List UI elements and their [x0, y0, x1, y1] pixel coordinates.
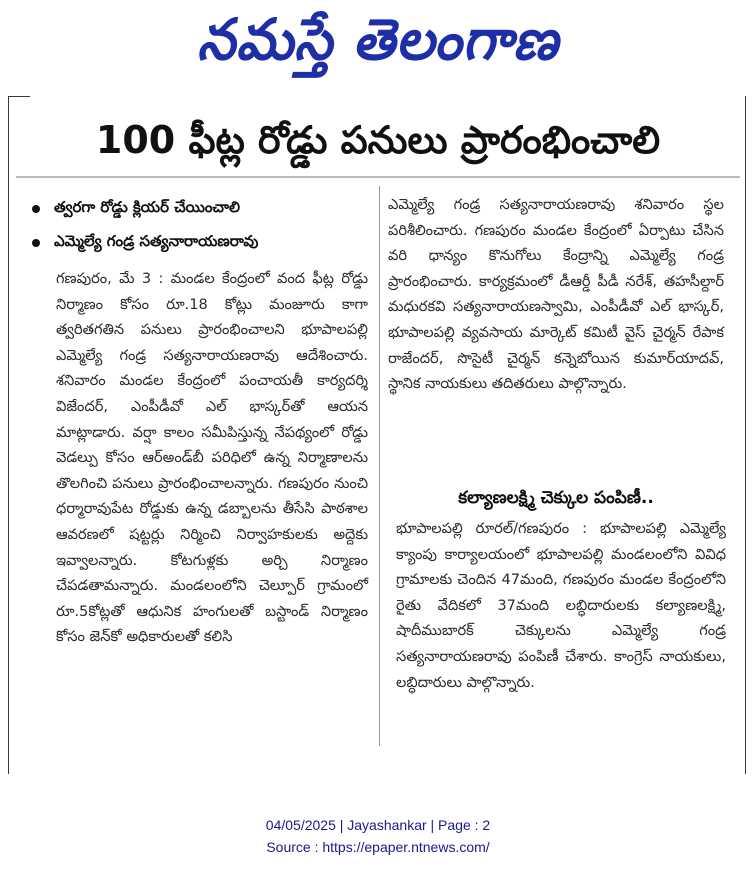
clipping-corner-line	[8, 96, 30, 97]
article-right-column-top	[388, 192, 724, 397]
headline-divider	[16, 176, 740, 178]
bullet-text: త్వరగా రోడ్డు క్లియర్ చేయించాలి	[54, 198, 241, 216]
article-headline: 100 ఫీట్ల రోడ్డు పనులు ప్రారంభించాలి	[95, 118, 661, 162]
bullet-dot-icon	[32, 205, 40, 213]
article-right-column-bottom	[396, 516, 726, 695]
left-column-text: గణపురం, మే 3 : మండల కేంద్రంలో వంద ఫీట్ల రోడ్డు నిర్మాణం కోసం రూ.18 కోట్లు మంజూరు కాగా త్వరితగతిన పనులు ప్రారంభించాలని భూపాలపల్లి ఎమ్మెల్యే గండ్ర సత్యనారాయణరావు ఆదేశించారు. శనివారం మండల కేంద్రంలో పంచాయతీ కార్యదర్శి విజేందర్, ఎంపీడీవో ఎల్ భాస్కర్‌తో ఆయన మాట్లాడారు. వర్షా కాలం సమీపిస్తున్న నేపథ్యంలో రోడ్డు వెడల్పు కోసం ఆర్అండ్‌బీ పరిధిలో ఉన్న నిర్మాణాలను తొలగించి పనులు ప్రారంభించాలన్నారు. గణపురం నుంచి ధర్మారావుపేట రోడ్డుకు ఉన్న డబ్బాలను తీసేసి పాఠశాల ఆవరణలో షట్టర్లు నిర్మించి నిర్వాహకులకు అద్దెకు ఇవ్వాలన్నారు. కోటగుళ్లకు అర్చి నిర్మాణం చేపడతామన్నారు. మండలంలోని చెల్పూర్ గ్రామంలో రూ.5కోట్లతో ఆధునిక హంగులతో బస్టాండ్ నిర్మాణం కోసం జెన్‌కో అధికారులతో కలిసి	[56, 270, 368, 646]
footer-date-page: 04/05/2025 | Jayashankar | Page : 2	[265, 817, 491, 833]
highlight-bullets	[32, 192, 372, 260]
bullet-dot-icon	[32, 239, 40, 247]
bullet-item	[32, 192, 372, 226]
column-divider	[379, 186, 380, 746]
footer-source-link[interactable]: Source : https://epaper.ntnews.com/	[266, 839, 490, 855]
bullet-text: ఎమ్మెల్యే గండ్ర సత్యనారాయణరావు	[54, 232, 259, 250]
newspaper-masthead	[0, 0, 756, 80]
article-subheading: కల్యాణలక్ష్మి చెక్కుల పంపిణీ..	[458, 488, 654, 508]
bullet-item	[32, 226, 372, 260]
right-column-bottom-text: భూపాలపల్లి రూరల్/గణపురం : భూపాలపల్లి ఎమ్మెల్యే క్యాంపు కార్యాలయంలో భూపాలపల్లి మండలంలోని వివిధ గ్రామాలకు చెందిన 47మంది, గణపురం మండల కేంద్రంలోని రైతు వేదికలో 37మంది లబ్ధిదారులకు కల్యాణలక్ష్మి, షాదీముబారక్ చెక్కులను ఎమ్మెల్యే గండ్ర సత్యనారాయణరావు పంపిణీ చేశారు. కాంగ్రెస్ నాయకులు, లబ్ధిదారులు పాల్గొన్నారు.	[396, 520, 726, 691]
article-left-column	[56, 266, 368, 650]
masthead-title: నమస్తే తెలంగాణ	[197, 5, 559, 73]
source-footer	[0, 814, 756, 858]
right-column-top-text: ఎమ్మెల్యే గండ్ర సత్యనారాయణరావు శనివారం స్థల పరిశీలించారు. గణపురం మండల కేంద్రంలో ఏర్పాటు చేసిన వరి ధాన్యం కొనుగోలు కేంద్రాన్ని ఎమ్మెల్యే గండ్ర ప్రారంభించారు. కార్యక్రమంలో డీఆర్డీ పీడీ నరేశ్, తహసీల్దార్ మధురకవి సత్యనారాయణస్వామి, ఎంపీడీవో ఎల్ భాస్కర్, భూపాలపల్లి వ్యవసాయ మార్కెట్ కమిటీ వైస్ చైర్మన్ రేపాక రాజేందర్, సొసైటీ చైర్మన్ కన్నెబోయిన కుమార్‌యాదవ్, స్థానిక నాయకులు తదితరులు పాల్గొన్నారు.	[388, 196, 724, 393]
